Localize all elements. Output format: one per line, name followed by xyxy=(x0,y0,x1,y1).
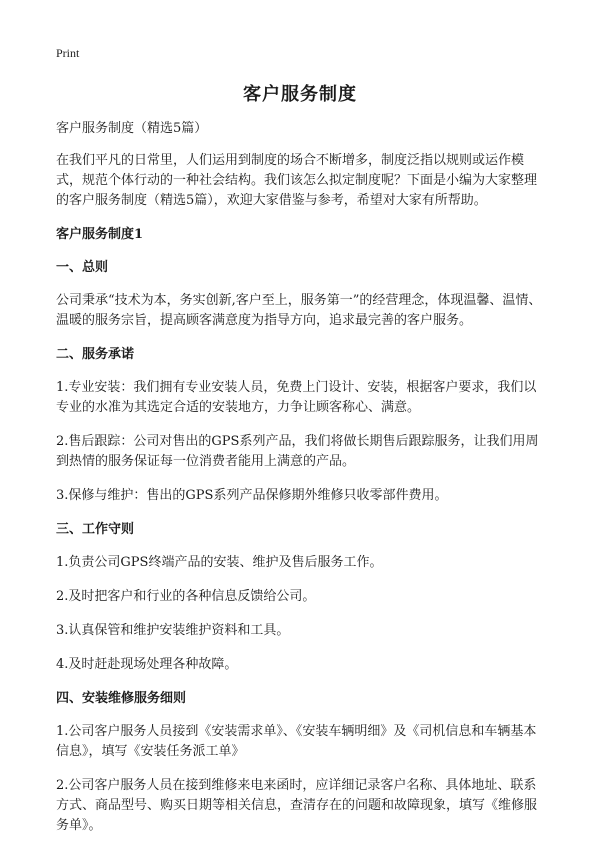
details-item: 2.公司客户服务人员在接到维修来电来函时，应详细记录客户名称、具体地址、联系方式、商品型号、购买日期等相关信息，查清存在的问题和故障现象，填写《维修服务单》。 xyxy=(56,778,538,833)
details-item: 1.公司客户服务人员接到《安装需求单》、《安装车辆明细》及《司机信息和车辆基本信息》，填写《安装任务派工单》 xyxy=(56,724,537,759)
rules-heading: 三、工作守则 xyxy=(56,522,135,537)
rules-item: 3.认真保管和维护安装维护资料和工具。 xyxy=(56,623,290,638)
intro-paragraph: 在我们平凡的日常里，人们运用到制度的场合不断增多，制度泛指以规则或运作模式，规范个体行动的一种社会结构。我们该怎么拟定制度呢？下面是小编为大家整理的客户服务制度（精选5篇），欢迎大家借鉴与参考，希望对大家有所帮助。 xyxy=(56,153,538,208)
general-paragraph: 公司秉承“技术为本，务实创新,客户至上，服务第一”的经营理念，体现温馨、温情、温暖的服务宗旨，提高顾客满意度为指导方向，追求最完善的客户服务。 xyxy=(56,293,542,328)
document-body xyxy=(56,119,545,850)
document-subtitle: 客户服务制度（精选5篇） xyxy=(56,121,208,136)
commitment-item: 1.专业安装：我们拥有专业安装人员，免费上门设计、安装，根据客户要求，我们以专业的水准为其选定合适的安装地方，力争让顾客称心、满意。 xyxy=(56,380,537,415)
details-heading: 四、安装维修服务细则 xyxy=(56,691,187,706)
rules-item: 4.及时赶赴现场处理各种故障。 xyxy=(56,657,238,672)
commitment-heading: 二、服务承诺 xyxy=(56,347,135,362)
general-heading: 一、总则 xyxy=(56,260,109,275)
document-title: 客户服务制度 xyxy=(243,84,357,105)
section-heading: 客户服务制度1 xyxy=(56,227,144,242)
commitment-item: 3.保修与维护：售出的GPS系列产品保修期外维修只收零部件费用。 xyxy=(56,488,448,503)
commitment-item: 2.售后跟踪：公司对售出的GPS系列产品，我们将做长期售后跟踪服务，让我们用周到热情的服务保证每一位消费者能用上满意的产品。 xyxy=(56,434,539,469)
print-link[interactable]: Print xyxy=(56,46,80,60)
rules-item: 1.负责公司GPS终端产品的安装、维护及售后服务工作。 xyxy=(56,555,383,570)
rules-item: 2.及时把客户和行业的各种信息反馈给公司。 xyxy=(56,589,316,604)
